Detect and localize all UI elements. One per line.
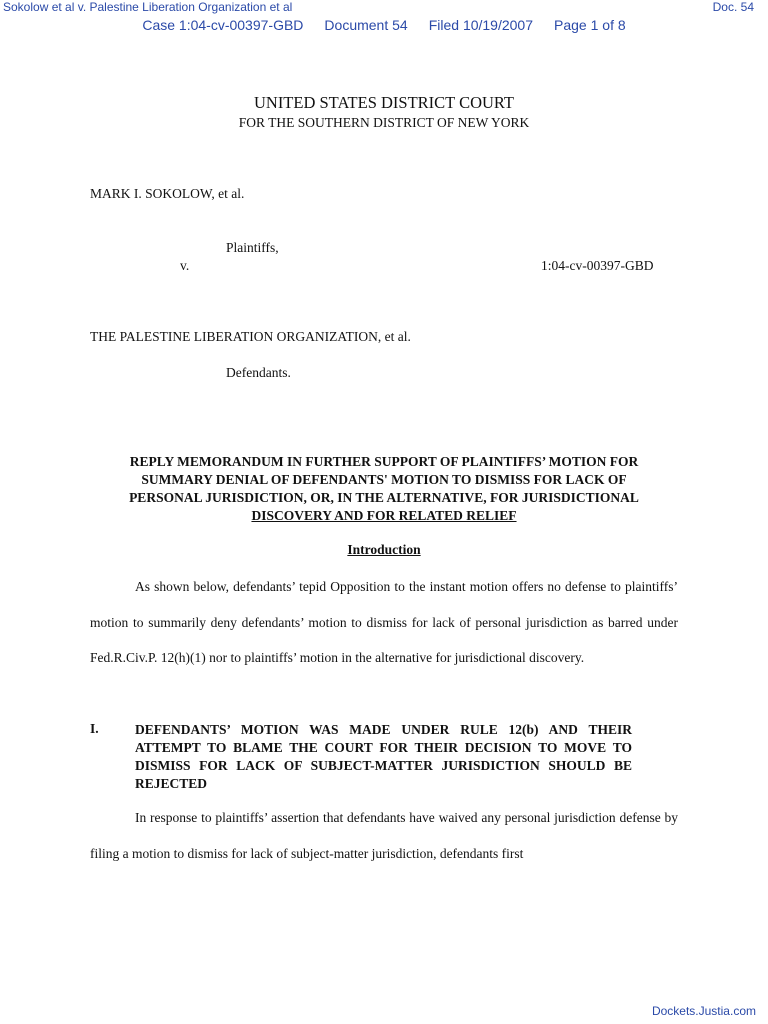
memorandum-title xyxy=(90,453,678,525)
memorandum-title-line: PERSONAL JURISDICTION, OR, IN THE ALTERNATIVE, FOR JURISDICTIONAL xyxy=(129,490,639,505)
court-title: UNITED STATES DISTRICT COURT xyxy=(253,93,514,112)
section-paragraph: In response to plaintiffs’ assertion that defendants have waived any personal jurisdiction defense by filing a motion to dismiss for lack of subject-matter jurisdiction, defendants first xyxy=(90,810,678,861)
filing-date: Filed 10/19/2007 xyxy=(428,17,534,33)
case-caption-link[interactable]: Sokolow et al v. Palestine Liberation Organization et al xyxy=(3,0,293,14)
defendant-name: THE PALESTINE LIBERATION ORGANIZATION, et al. xyxy=(90,329,411,344)
plaintiff-name: MARK I. SOKOLOW, et al. xyxy=(90,186,245,201)
introduction-paragraph: As shown below, defendants’ tepid Opposition to the instant motion offers no defense to plaintiffs’ motion to summarily deny defendants’ motion to dismiss for lack of personal jurisdiction as barred under Fed.R.Civ.P. 12(h)(1) nor to plaintiffs’ motion in the alternative for jurisdictional discovery. xyxy=(90,579,678,665)
case-number: 1:04-cv-00397-GBD xyxy=(541,258,654,273)
filing-header xyxy=(0,17,768,33)
footer-dockets-link[interactable]: Dockets.Justia.com xyxy=(651,1004,756,1018)
introduction-heading: Introduction xyxy=(347,542,421,557)
versus-label: v. xyxy=(180,258,190,273)
court-district: FOR THE SOUTHERN DISTRICT OF NEW YORK xyxy=(238,115,530,130)
plaintiffs-label: Plaintiffs, xyxy=(226,240,279,255)
filing-document-number: Document 54 xyxy=(324,17,408,33)
section-number: I. xyxy=(90,721,99,736)
section-heading: DEFENDANTS’ MOTION WAS MADE UNDER RULE 12(b) AND THEIR ATTEMPT TO BLAME THE COURT FOR THEIR DECISION TO MOVE TO DISMISS FOR LACK OF SUBJECT-MATTER JURISDICTION SHOULD BE REJECTED xyxy=(135,722,632,791)
memorandum-title-line: SUMMARY DENIAL OF DEFENDANTS' MOTION TO DISMISS FOR LACK OF xyxy=(141,472,627,487)
defendants-label: Defendants. xyxy=(226,365,291,380)
memorandum-title-line: REPLY MEMORANDUM IN FURTHER SUPPORT OF PLAINTIFFS’ MOTION FOR xyxy=(129,454,639,469)
doc-number-link[interactable]: Doc. 54 xyxy=(712,0,754,14)
filing-case-number: Case 1:04-cv-00397-GBD xyxy=(142,17,304,33)
filing-page-number: Page 1 of 8 xyxy=(554,17,626,33)
memorandum-title-line: DISCOVERY AND FOR RELATED RELIEF xyxy=(251,508,517,523)
